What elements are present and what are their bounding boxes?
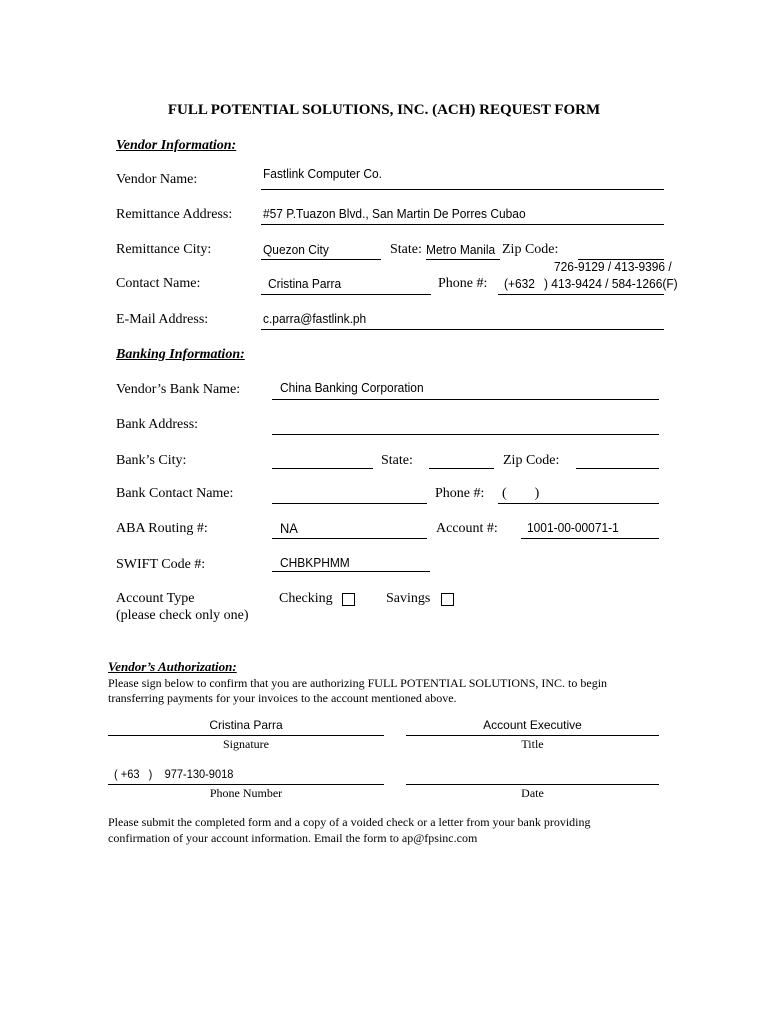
date-label: Date	[521, 786, 544, 800]
bank-phone-field[interactable]	[498, 503, 659, 504]
checking-label: Checking	[279, 591, 333, 606]
account-type-note: (please check only one)	[116, 608, 249, 623]
phone-number-field[interactable]	[108, 784, 384, 785]
aba-routing-label: ABA Routing #:	[116, 521, 208, 536]
remittance-address-value: #57 P.Tuazon Blvd., San Martin De Porres Cubao	[263, 206, 526, 221]
authorization-text-line2: transferring payments for your invoices to the account mentioned above.	[108, 691, 457, 705]
zip-code-label: Zip Code:	[502, 242, 559, 257]
aba-routing-field[interactable]	[272, 538, 427, 539]
checking-checkbox[interactable]	[342, 593, 355, 606]
email-label: E-Mail Address:	[116, 312, 209, 327]
contact-name-value: Cristina Parra	[268, 276, 342, 291]
email-field[interactable]	[261, 329, 664, 330]
bank-state-label: State:	[381, 453, 413, 468]
bank-city-field[interactable]	[272, 468, 373, 469]
bank-name-value: China Banking Corporation	[280, 380, 424, 395]
state-field[interactable]	[426, 259, 500, 260]
bank-state-field[interactable]	[429, 468, 494, 469]
swift-code-field[interactable]	[272, 571, 430, 572]
swift-code-label: SWIFT Code #:	[116, 557, 206, 572]
title-label: Title	[521, 737, 544, 751]
aba-routing-value: NA	[280, 520, 298, 536]
state-value: Metro Manila	[426, 242, 496, 257]
phone-field[interactable]	[498, 294, 664, 295]
phone-number-value: ( +63 ) 977-130-9018	[114, 767, 234, 781]
remittance-city-value: Quezon City	[263, 242, 329, 257]
state-label: State:	[390, 242, 422, 257]
phone-number-label: Phone Number	[209, 786, 283, 800]
form-title: FULL POTENTIAL SOLUTIONS, INC. (ACH) REQUEST FORM	[167, 102, 601, 118]
account-number-label: Account #:	[436, 521, 498, 536]
remittance-city-field[interactable]	[261, 259, 381, 260]
bank-name-field[interactable]	[272, 399, 659, 400]
savings-checkbox[interactable]	[441, 593, 454, 606]
bank-zip-field[interactable]	[576, 468, 659, 469]
remittance-address-label: Remittance Address:	[116, 207, 233, 222]
bank-phone-label: Phone #:	[435, 486, 485, 501]
vendor-name-value: Fastlink Computer Co.	[263, 166, 382, 181]
authorization-heading: Vendor’s Authorization:	[108, 659, 237, 674]
remittance-city-label: Remittance City:	[116, 242, 212, 257]
savings-label: Savings	[386, 591, 431, 606]
swift-code-value: CHBKPHMM	[280, 555, 350, 570]
footer-text-line1: Please submit the completed form and a copy of a voided check or a letter from your bank providing	[108, 815, 591, 829]
account-number-value: 1001-00-00071-1	[527, 520, 619, 535]
signature-field[interactable]	[108, 735, 384, 736]
footer-text-line2: confirmation of your account information. Email the form to ap@fpsinc.com	[108, 831, 478, 845]
authorization-text-line1: Please sign below to confirm that you are authorizing FULL POTENTIAL SOLUTIONS, INC. to begin	[108, 676, 608, 690]
signature-value: Cristina Parra	[209, 718, 283, 732]
email-value: c.parra@fastlink.ph	[263, 311, 367, 326]
vendor-section-heading: Vendor Information:	[116, 138, 237, 153]
vendor-name-field[interactable]	[261, 189, 664, 190]
phone-prefix: (+632	[504, 276, 535, 291]
title-field[interactable]	[406, 735, 659, 736]
phone-label: Phone #:	[438, 276, 488, 291]
bank-city-label: Bank’s City:	[116, 453, 187, 468]
title-value: Account Executive	[483, 718, 582, 732]
bank-contact-label: Bank Contact Name:	[116, 486, 234, 501]
bank-address-field[interactable]	[272, 434, 659, 435]
bank-name-label: Vendor’s Bank Name:	[116, 382, 241, 397]
bank-address-label: Bank Address:	[116, 417, 199, 432]
remittance-address-field[interactable]	[261, 224, 664, 225]
bank-zip-label: Zip Code:	[503, 453, 560, 468]
contact-name-label: Contact Name:	[116, 276, 201, 291]
phone-value-line2: ) 413-9424 / 584-1266(F)	[544, 276, 678, 291]
signature-label: Signature	[223, 737, 269, 751]
bank-contact-field[interactable]	[272, 503, 427, 504]
banking-section-heading: Banking Information:	[116, 347, 245, 362]
vendor-name-label: Vendor Name:	[116, 172, 198, 187]
account-type-label: Account Type	[116, 591, 195, 606]
account-number-field[interactable]	[521, 538, 659, 539]
date-field[interactable]	[406, 784, 659, 785]
bank-phone-value: ( )	[502, 486, 540, 501]
phone-value-line1: 726-9129 / 413-9396 /	[554, 259, 672, 274]
contact-name-field[interactable]	[261, 294, 431, 295]
